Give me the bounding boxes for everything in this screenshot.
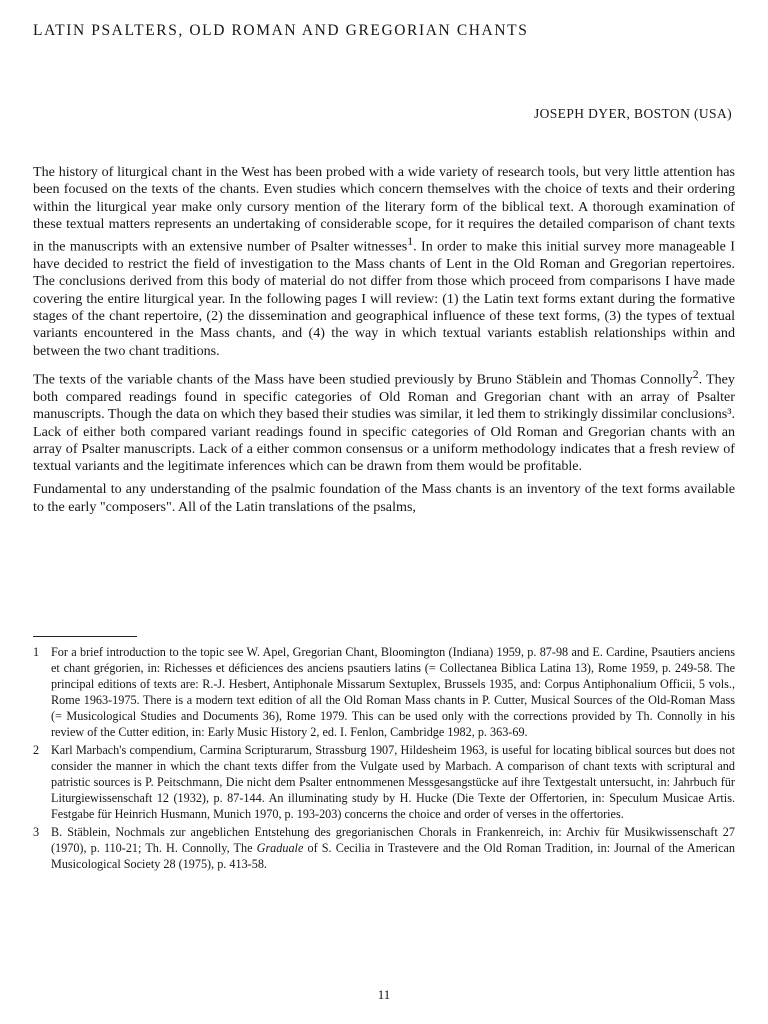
paragraph: The texts of the variable chants of the Mass have been studied previously by Bruno Stäblein and Thomas Connolly$^2$. They both compared readings found in specific categories of Old Roman and Gregorian chant with an array of Psalter manuscripts. Though the data on which they based their studies was similar, it led them to strikingly dissimilar conclusions³. Lack of either both compared variant readings found in specific categories of Old Roman and Gregorian chants with an array of Psalter manuscripts. Lack of a either common consensus or a uniform methodology indicates that a fresh review of textual variants and the legitimate inferences which can be drawn from them would be profitable. bbox=[33, 367, 735, 475]
footnote-number: 2 bbox=[33, 743, 40, 757]
body-text bbox=[33, 164, 735, 522]
paragraph: Fundamental to any understanding of the psalmic foundation of the Mass chants is an inventory of the text forms available to the early "composers". All of the Latin translations of the psalms, bbox=[33, 481, 735, 515]
footnote-marker[interactable]: 1 bbox=[407, 235, 414, 249]
footnotes bbox=[33, 644, 735, 874]
footnote-marker[interactable]: 2 bbox=[692, 367, 699, 381]
author-line: JOSEPH DYER, BOSTON (USA) bbox=[533, 106, 732, 121]
paragraph: The history of liturgical chant in the West has been probed with a wide variety of research tools, but very little attention has been focused on the texts of the chants. Even studies which concern themselves with the choice of texts and their ordering within the liturgical year make only cursory mention of the literary form of the biblical text. A thorough examination of these textual matters represents an undertaking of considerable scope, for it requires the detailed comparison of chant texts in the manuscripts with an extensive number of Psalter witnesses$^1$. In order to make this initial survey more manageable I have decided to restrict the field of investigation to the Mass chants of Lent in the Old Roman and Gregorian repertoires. The conclusions derived from this body of material do not differ from those which proceed from comparisons I have made covering the entire liturgical year. In the following pages I will review: (1) the Latin text forms extant during the formative stages of the chant repertoire, (2) the dissemination and geographical influence of these text forms, (3) the types of textual variants encountered in the Mass chants, and (4) the way in which textual variants establish relationships within and between the two chant traditions. bbox=[33, 164, 735, 359]
footnote-divider bbox=[33, 636, 137, 637]
page-number: 11 bbox=[377, 987, 391, 1002]
footnote-number: 3 bbox=[33, 825, 40, 839]
footnote: 3 B. Stäblein, Nochmals zur angeblichen Entstehung des gregorianischen Chorals in Frankenreich, in: Archiv für Musikwissenschaft 27 (1970), p. 110-21; Th. H. Connolly, The Graduale of S. Cecilia in Trastevere and the Old Roman Tradition, in: Journal of the American Musicological Society 28 (1975), p. 413-58. bbox=[33, 825, 735, 871]
running-title: LATIN PSALTERS, OLD ROMAN AND GREGORIAN CHANTS bbox=[33, 22, 529, 39]
italic-title: Graduale bbox=[256, 841, 304, 855]
footnote: 2 Karl Marbach's compendium, Carmina Scripturarum, Strassburg 1907, Hildesheim 1963, is useful for locating biblical sources but does not consider the manner in which the chant texts differ from the Vulgate used by Marbach. A comparison of chant texts with scriptural and patristic sources is P. Peitschmann, Die nicht dem Psalter entnommenen Messgesangstücke auf ihre Textgestalt untersucht, in: Jahrbuch für Liturgiewissenschaft 12 (1932), p. 87-144. An illuminating study by H. Hucke (Die Texte der Offertorien, in: Speculum Musicae Artis. Festgabe für Heinrich Husmann, Munich 1970, p. 193-203) concerns the choice and order of verses in the offertories. bbox=[33, 743, 735, 821]
footnote-number: 1 bbox=[33, 645, 40, 659]
footnote: 1 For a brief introduction to the topic see W. Apel, Gregorian Chant, Bloomington (Indiana) 1959, p. 87-98 and E. Cardine, Psautiers anciens et chant grégorien, in: Richesses et déficiences des anciens psautiers latins (= Collectanea Biblica Latina 13), Rome 1959, p. 249-58. The principal editions of texts are: R.-J. Hesbert, Antiphonale Missarum Sextuplex, Brussels 1935, and: Corpus Antiphonalium Officii, 5 vols., Rome 1963-1975. There is a modern text edition of all the Old Roman Mass chants in P. Cutter, Musical Sources of the Old-Roman Mass (= Musicological Studies and Documents 36), Rome 1979. This can be used only with the corrections provided by Th. Connolly in his review of the Cutter edition, in: Early Music History 2, ed. I. Fenlon, Cambridge 1982, p. 363-69. bbox=[33, 645, 735, 739]
